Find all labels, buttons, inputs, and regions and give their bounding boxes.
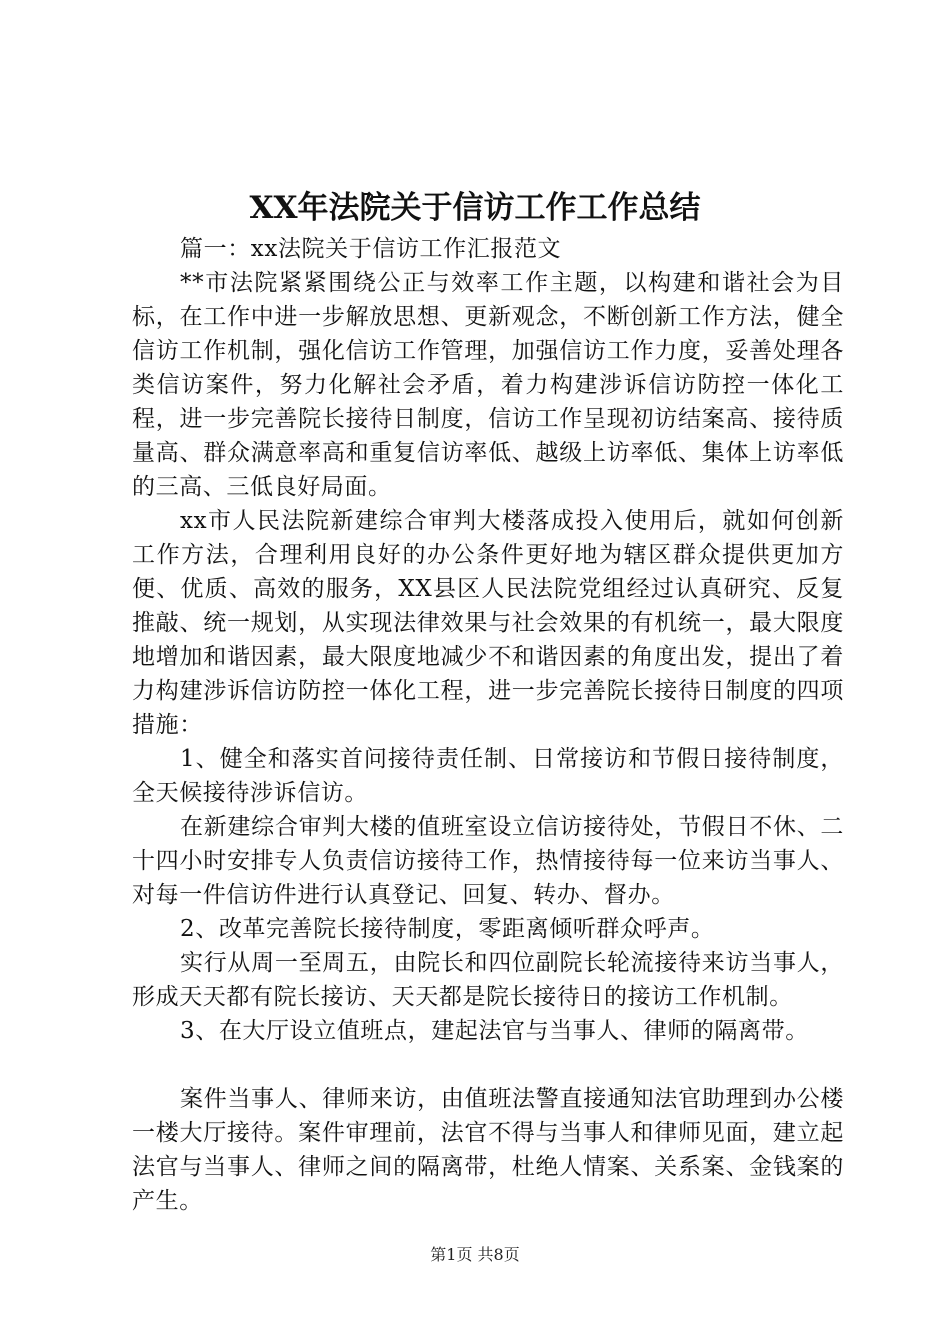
document-title: XX年法院关于信访工作工作总结 [249,190,701,226]
measure-item: 3、在大厅设立值班点，建起法官与当事人、律师的隔离带。 [180,1018,809,1044]
body-paragraph: **市法院紧紧围绕公正与效率工作主题，以构建和谐社会为目标，在工作中进一步解放思想、更新观念，不断创新工作方法，健全信访工作机制，强化信访工作管理，加强信访工作力度，妥善处理各类信访案件，努力化解社会矛盾，着力构建涉诉信访防控一体化工程，进一步完善院长接待日制度，信访工作呈现初访结案高、接待质量高、群众满意率高和重复信访率低、越级上访率低、集体上访率低的三高、三低良好局面。 [132,270,844,500]
body-paragraph: 案件当事人、律师来访，由值班法警直接通知法官助理到办公楼一楼大厅接待。案件审理前，法官不得与当事人和律师见面，建立起法官与当事人、律师之间的隔离带，杜绝人情案、关系案、金钱案的产生。 [132,1086,844,1214]
body-paragraph: xx市人民法院新建综合审判大楼落成投入使用后，就如何创新工作方法，合理利用良好的办公条件更好地为辖区群众提供更加方便、优质、高效的服务，XX县区人民法院党组经过认真研究、反复推敲、统一规划，从实现法律效果与社会效果的有机统一，最大限度地增加和谐因素，最大限度地减少不和谐因素的角度出发，提出了着力构建涉诉信访防控一体化工程，进一步完善院长接待日制度的四项措施： [132,508,844,738]
page-footer: 第1页 共8页 [430,1245,520,1264]
body-paragraph: 在新建综合审判大楼的值班室设立信访接待处，节假日不休、二十四小时安排专人负责信访接待工作，热情接待每一位来访当事人、对每一件信访件进行认真登记、回复、转办、督办。 [132,814,844,908]
measure-item: 1、健全和落实首问接待责任制、日常接访和节假日接待制度，全天候接待涉诉信访。 [132,746,844,806]
document-body [132,232,844,1218]
measure-item: 2、改革完善院长接待制度，零距离倾听群众呼声。 [180,916,715,942]
section-heading: 篇一：xx法院关于信访工作汇报范文 [180,236,562,262]
body-paragraph: 实行从周一至周五，由院长和四位副院长轮流接待来访当事人，形成天天都有院长接访、天天都是院长接待日的接访工作机制。 [132,950,844,1010]
